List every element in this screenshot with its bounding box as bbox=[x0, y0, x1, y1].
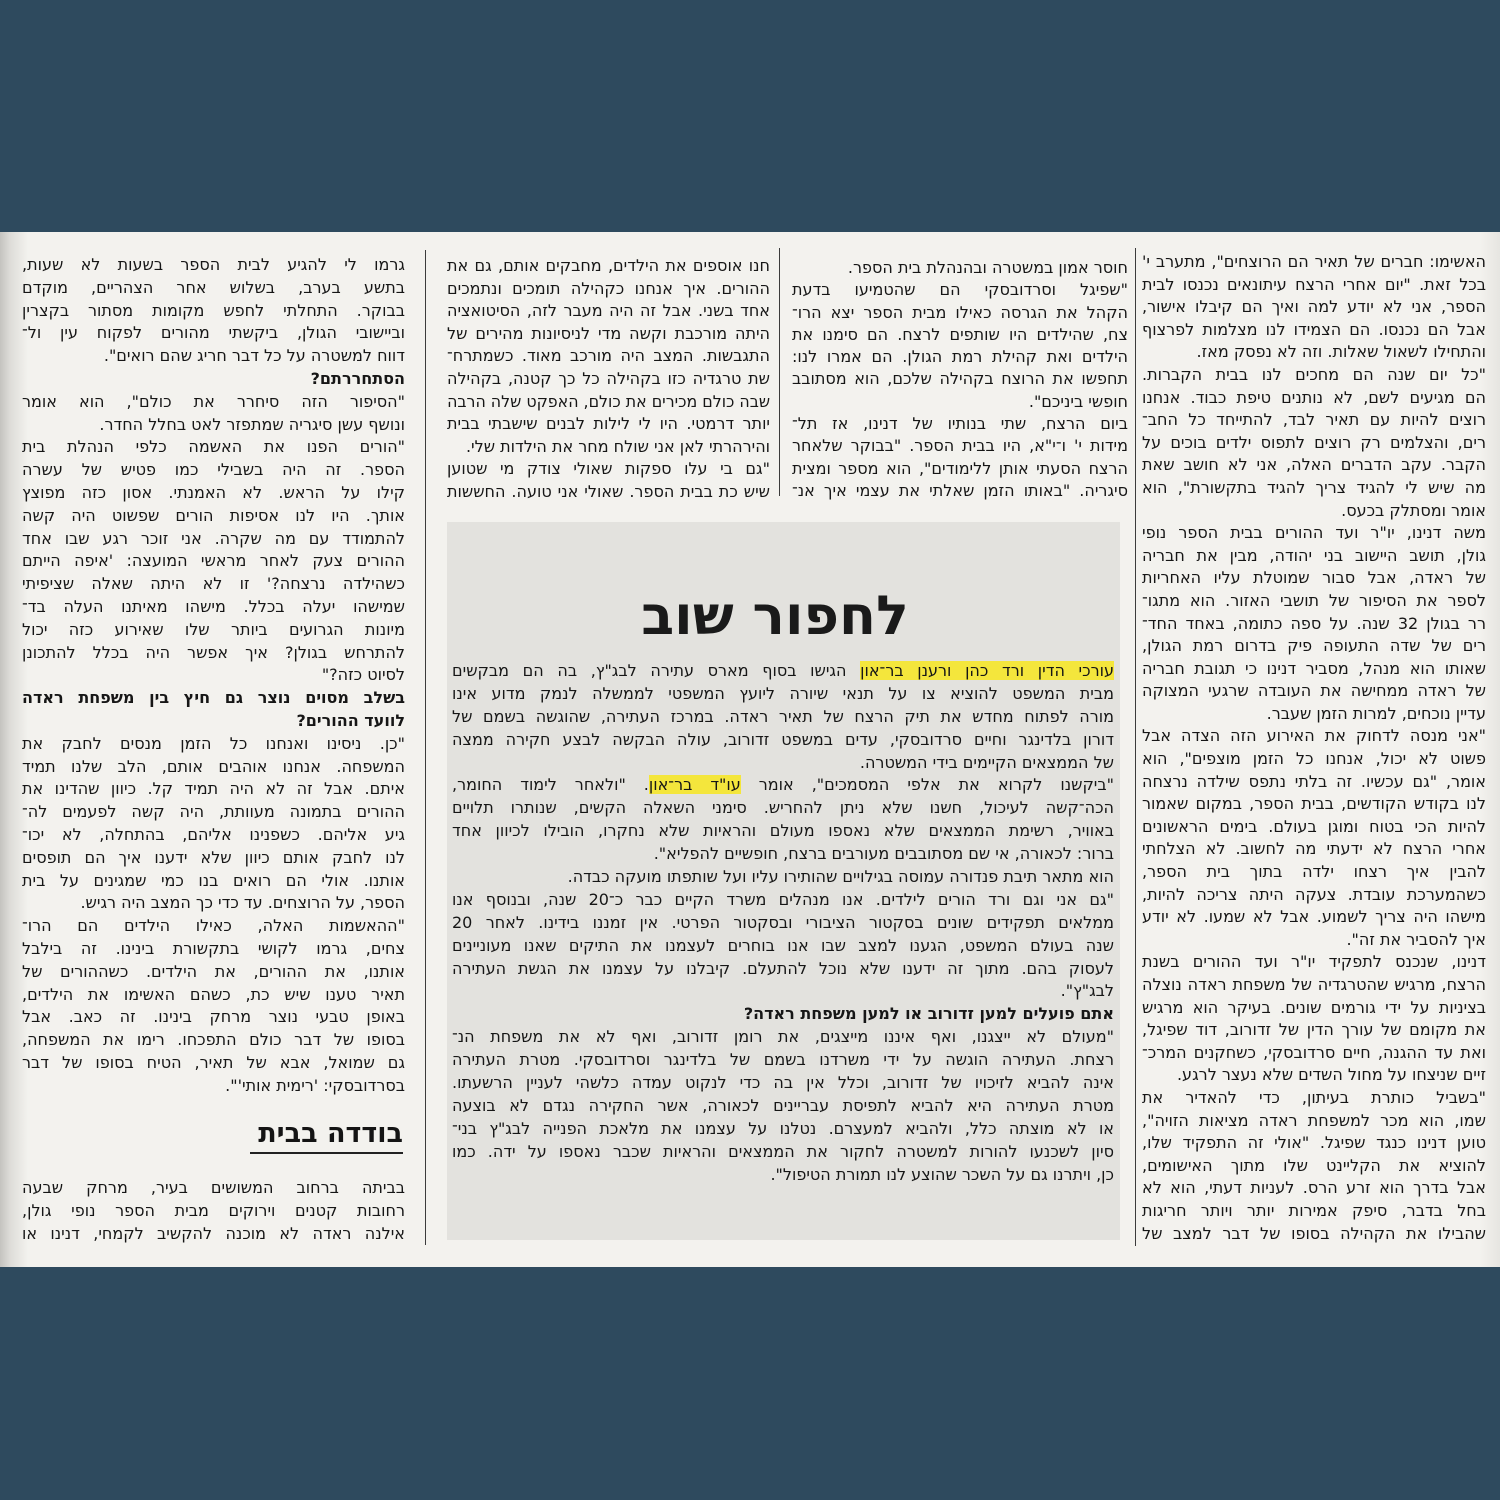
text-line: עורכי הדין ורד כהן ורענן בר־און הגישו בסוף מארס עתירה לבג"ץ, בה הם מבקשים bbox=[452, 661, 1114, 680]
text-line: גיע אליהם. כשפנינו אליהם, בהתחלה, לא יכו־ bbox=[22, 824, 405, 844]
text-line: להבין איך רצחו ילדה בתוך בית הספר, bbox=[1142, 862, 1486, 882]
text-line: חופשי ביניכם". bbox=[1028, 391, 1128, 411]
text-line: הילדים ואת קהילת רמת הגולן. הם אמרו לנו: bbox=[792, 347, 1128, 367]
sidebar-article-text bbox=[452, 660, 1114, 1186]
text-line: אותך. היו לנו אסיפות הורים שפשוט היה קשה bbox=[22, 505, 405, 525]
text-line: כשהילדה נרצחה?' זו לא היתה שאלה שציפיתי bbox=[22, 574, 405, 594]
question-line: לוועד ההורים? bbox=[296, 710, 405, 730]
text-line: והתחילו לשאול שאלות. וזה לא נפסק מאז. bbox=[1196, 342, 1486, 362]
text-line: גרמו לי להגיע לבית הספר בשעות לא שעות, bbox=[22, 255, 405, 274]
text-line: איך להסביר את זה". bbox=[1346, 929, 1486, 949]
text-line: היתה מורכבת וקשה מדי לניסיונות מהירים של bbox=[447, 323, 770, 343]
sidebar-headline-text: לחפור שוב bbox=[641, 584, 909, 647]
text-line: של ראדה ממחישה את העובדה שרגעי המצוקה bbox=[1142, 681, 1486, 701]
text-line: אילנה ראדה לא מוכנה להקשיב לקמחי, דנינו או bbox=[22, 1223, 405, 1243]
text-line: להיות הכי בטוח ומוגן בעולם. בימים הראשונים bbox=[1142, 816, 1486, 836]
text-line: גם שמואל, אבא של תאיר, הטיח בסופו של דבר bbox=[22, 1052, 405, 1072]
text-line: אחרי הרצח לא ידעתי מה לחשוב. לא הצלחתי bbox=[1142, 839, 1486, 859]
article-column-right bbox=[1142, 251, 1486, 1245]
text-line: אומר, "גם עכשיו. זה בלתי נתפס שילדה נרצחה bbox=[1142, 771, 1486, 791]
text-line: מטרת העתירה היא להביא לתפיסת עבריינים לכאורה, אשר החקירה נגדם לא בוצעה bbox=[452, 1095, 1114, 1115]
text-line: להתמודד עם מה שקרה. אני זוכר רגע שבו אחד bbox=[22, 528, 405, 548]
highlighted-text: עורכי הדין ורד כהן ורענן בר־און bbox=[860, 661, 1114, 680]
text-line: כן, ויתרנו גם על השכר שהוצע לנו תמורת הטיפול". bbox=[770, 1164, 1114, 1184]
text-line: התגבשות. המצב היה מורכב מאוד. כשמתרח־ bbox=[447, 346, 770, 366]
text-line: הם מגיעים לשם, לא נותנים טיפת כבוד. אנחנו bbox=[1142, 387, 1486, 407]
text-line: לעסוק בהם. מתוך זה ידענו שלא נוכל להתעלם. קיבלנו על עצמנו את הגשת העתירה bbox=[452, 958, 1114, 978]
text-line: ביום הרצח, שתי בנותיו של דנינו, אז תל־ bbox=[792, 414, 1128, 434]
text-line: לנו בקודש הקודשים, בבית הספר, במקום שאמור bbox=[1142, 794, 1486, 814]
text-line: להתרחש בגולן? איך אפשר היה בכלל להתכונן bbox=[22, 642, 405, 662]
text-line: באוויר, רשימת הממצאים שלא נאספו מעולם והראיות שלא נחקרו, הובילו לכיוון אחד bbox=[452, 821, 1114, 841]
text-line: דורון בלדינגר וחיים סרדובסקי, עדים במשפט זדורוב, עולה הבקשה לבצע חקירה ממצה bbox=[452, 729, 1114, 749]
text-line: שנה בעולם המשפט, הגענו למצב שבו אנו בוחרים לעצמנו את התיקים שאנו מעוניינים bbox=[452, 935, 1114, 955]
text-line: בביתה ברחוב המשושים בעיר, מרחק שבעה bbox=[22, 1178, 405, 1197]
article-column-left bbox=[22, 254, 405, 1097]
text-line: חוסר אמון במשטרה ובהנהלת בית הספר. bbox=[847, 258, 1128, 277]
text-line: אחד בשני. אבל זה היה מעבר לזה, הסיטואציה bbox=[447, 301, 770, 321]
text-line: זיים שניצחו על מחול השדים שלא נעצר לרגע. bbox=[1176, 1065, 1486, 1085]
text-line: דווח למשטרה על כל דבר חריג שהם רואים". bbox=[103, 346, 405, 366]
text-line: "ביקשנו לקרוא את אלפי המסמכים", אומר עו"ד בר־און. "ולאחר לימוד החומר, bbox=[452, 775, 1114, 795]
text-line: הוא מתאר תיבת פנדורה עמוסה בגילויים שהותירו עליו ועל שותפתו מועקה כבדה. bbox=[567, 867, 1114, 887]
text-line: הרצח הסעתי אותן ללימודים", הוא מספר ומצית bbox=[792, 458, 1128, 478]
text-line: כשהמערכת עובדת. צעקה היתה צריכה להיות, bbox=[1142, 884, 1486, 904]
text-line: "גם אני וגם ורד הורים לילדים. אנו מנהלים משרד הקיים כבר כ־20 שנה, ובנוסף אנו bbox=[452, 889, 1114, 909]
sidebar-headline bbox=[615, 582, 935, 650]
text-line: הכה־קשה לעיכול, חשנו שלא ניתן להחריש. סימני השאלה הקשים, שנותרו תלויים bbox=[452, 798, 1114, 818]
article-column-center-left bbox=[447, 255, 770, 504]
text-line: ההורים בתמונה מעוותת, היה קשה לפעמים לה־ bbox=[22, 802, 405, 822]
text-line: ברור: לכאורה, אי שם מסתובבים מעורבים ברצח, חופשיים להפליא". bbox=[653, 844, 1114, 864]
text-line: "מעולם לא ייצגנו, ואף איננו מייצגים, את רומן זדורוב, ואף לא את משפחת הנ־ bbox=[452, 1027, 1114, 1047]
text-line: או לא מוצתה כלל, ולהביא למעצרם. נטלנו על עצמנו את מלאכת הפנייה לבג"ץ בני־ bbox=[452, 1118, 1114, 1138]
highlighted-text: עו"ד בר־און bbox=[648, 775, 741, 795]
text-line: בכל זאת. "יום אחרי הרצח עיתונאים נכנסו לבית bbox=[1142, 274, 1486, 294]
text-line: הקבר. עקב הדברים האלה, אני לא חושב שאת bbox=[1142, 455, 1486, 475]
text-line: "גם בי עלו ספקות שאולי צודק מי שטוען bbox=[447, 459, 770, 479]
text-line: של ראדה, אבל סבור שמוטלת עליו האחריות bbox=[1142, 568, 1486, 588]
text-line: שמו, הוא מכר למשפחת ראדה מציאות הזויה", bbox=[1142, 1110, 1486, 1130]
text-line: בבוקר. התחלתי לחפש מקומות מסתור בקצרין bbox=[22, 300, 405, 320]
column-divider bbox=[425, 250, 426, 1245]
text-line: שהבילו את הקהילה בסופו של דבר למצב של bbox=[1142, 1223, 1486, 1243]
text-line: שאותו הוא מנהל, מסביר דנינו כי תגובת חבריה bbox=[1142, 658, 1486, 678]
text-line: ההורים. איך אנחנו כקהילה תומכים ונתמכים bbox=[447, 278, 770, 298]
text-line: "ההאשמות האלה, כאילו הילדים הם הרו־ bbox=[22, 916, 405, 936]
text-line: משה דנינו, יו"ר ועד ההורים בבית הספר נופי bbox=[1142, 523, 1486, 543]
text-line: ונושף עשן סיגריה שמתפזר לאט בחלל החדר. bbox=[99, 414, 405, 434]
text-line: רצחת. העתירה הוגשה על ידי משרדנו בשמם של בלדינגר וסרדובסקי. מטרת העתירה bbox=[452, 1050, 1114, 1070]
text-line: חנו אוספים את הילדים, מחבקים אותם, גם את bbox=[447, 256, 770, 275]
text-line: יותר דרמטי. היו לי לילות לבנים שישבתי בבית bbox=[447, 414, 770, 434]
text-line: רים של שדה התעופה פיק בדרום רמת הגולן, bbox=[1142, 636, 1486, 656]
text-line: הספר, אני לא יודע למה ואיך הם קיבלו אישור, bbox=[1142, 297, 1486, 317]
text-line: את מקומם של עורך הדין של זדורוב, דוד שפיגל, bbox=[1142, 1020, 1486, 1040]
text-line: מיונות הגרועים ביותר שלו שאירוע כזה יכול bbox=[22, 619, 405, 639]
column-divider bbox=[779, 248, 780, 496]
text-line: רחובות קטנים וירוקים מבית הספר נופי גולן, bbox=[22, 1200, 405, 1220]
text-line: מידות י' ו־י"א, היו בבית הספר. "בבוקר שלאחר bbox=[792, 436, 1128, 456]
text-line: צחים, גרמו לקושי בתקשורת בינינו. זה בילבל bbox=[22, 938, 405, 958]
text-line: מורה לפתוח מחדש את תיק הרצח של תאיר ראדה. במרכז העתירה, שהוגשה בשמם של bbox=[452, 706, 1114, 726]
text-line: באופן טבעי נוצר מרחק בינינו. זה כאב. אבל bbox=[22, 1007, 405, 1027]
text-line: "אני מנסה לדחוק את האירוע הזה הצדה אבל bbox=[1142, 726, 1486, 746]
text-line: "בשביל כותרת בעיתון, כדי להאדיר את bbox=[1142, 1087, 1486, 1107]
text-line: הקהל את הגרסה כאילו מבית הספר יצא הרו־ bbox=[792, 302, 1128, 322]
text-line: תאיר טענו שיש כת, כשהם האשימו את הילדים, bbox=[22, 984, 405, 1004]
text-line: רים, והצלמים רק רוצים לתפוס ילדים בוכים על bbox=[1142, 432, 1486, 452]
text-line: עדיין נוכחים, למרות הזמן שעבר. bbox=[1266, 703, 1486, 723]
text-line: רר בגולן 32 שנה. על ספה כתומה, באחד החד־ bbox=[1142, 613, 1486, 633]
text-line: האשימו: חברים של תאיר הם הרוצחים", מתערב י' bbox=[1142, 252, 1486, 271]
text-line: בתשע בערב, בשלוש אחר הצהריים, מוקדם bbox=[22, 277, 405, 297]
text-line: שבה כולם מכירים את כולם, האפקט שלה הרבה bbox=[447, 391, 770, 411]
text-line: בחל בדבר, סיפק אמירות יותר ויותר חריגות bbox=[1142, 1200, 1486, 1220]
text-line: שת טרגדיה כזו בקהילה כל כך קטנה, בקהילה bbox=[447, 368, 770, 388]
text-line: דנינו, שנכנס לתפקיד יו"ר ועד ההורים בשנת bbox=[1142, 952, 1486, 972]
text-line: "הסיפור הזה סיחרר את כולם", הוא אומר bbox=[22, 391, 405, 411]
text-line: תחפשו את הרוצח בקהילה שלכם, הוא מסתובב bbox=[792, 369, 1128, 389]
text-line: פשוט לא יכול, אנחנו כל הזמן מוצפים", הוא bbox=[1142, 749, 1486, 769]
text-line: צח, שהילדים היו שותפים לרצח. הם סימנו את bbox=[792, 324, 1128, 344]
text-line: ואת עד ההגנה, חיים סרדובסקי, כשחקנים המרכ־ bbox=[1142, 1042, 1486, 1062]
text-line: אומר ומסתלק בכעס. bbox=[1341, 500, 1486, 520]
text-line: המשפחה. אנחנו אוהבים אותם, הלב שלנו תמיד bbox=[22, 756, 405, 776]
text-line: הספר. זה היה בשבילי כמו פטיש של עשרה bbox=[22, 460, 405, 480]
text-line: איתם. אבל זה לא היה תמיד קל. כיוון שהדינו את bbox=[22, 779, 405, 799]
question-line: הסתחררתם? bbox=[310, 368, 405, 388]
text-line: לבג"ץ". bbox=[1060, 981, 1114, 1001]
text-line: לנו לחבק אותם כיוון שלא ידענו איך הם תופסים bbox=[22, 847, 405, 867]
text-line: וביישובי הגולן, ביקשתי מהורים לפקוח עין ול־ bbox=[22, 323, 405, 343]
text-line: "שפיגל וסרדובסקי הם שהטמיעו בדעת bbox=[792, 280, 1128, 300]
text-line: טוען דנינו כנגד שפיגל. "אולי זה התפקיד שלו, bbox=[1142, 1133, 1486, 1153]
section-header-text: בודדה בבית bbox=[258, 1118, 403, 1149]
text-line: שיש כת בבית הספר. שאולי אני טועה. החששות bbox=[447, 481, 770, 501]
section-header bbox=[250, 1116, 403, 1154]
text-line: "כן. ניסינו ואנחנו כל הזמן מנסים לחבק את bbox=[22, 733, 405, 753]
text-line: אבל הם נכנסו. הם הצמידו לנו מצלמות לפרצוף bbox=[1142, 319, 1486, 339]
text-line: סיגריה. "באותו הזמן שאלתי את עצמי איך אנ־ bbox=[792, 480, 1128, 500]
text-line: אותנו, את ההורים, את הילדים. כשההורים של bbox=[22, 961, 405, 981]
question-line: אתם פועלים למען זדורוב או למען משפחת ראדה? bbox=[743, 1004, 1114, 1024]
text-line: גולן, תושב היישוב בני יהודה, מבין את חבריה bbox=[1142, 545, 1486, 565]
text-line: להוציא את הקליינט שלו מתוך האישומים, bbox=[1142, 1155, 1486, 1175]
text-line: ממלאים תפקידים שונים בסקטור הציבורי ובסקטור הפרטי. אין זמננו בידינו. לאחר 20 bbox=[452, 912, 1114, 932]
text-line: רוצים להיות עם תאיר לבד, להתייחד כל החב־ bbox=[1142, 410, 1486, 430]
text-line: בציניות על ידי גורמים שונים. בעיקר הוא מרגיש bbox=[1142, 997, 1486, 1017]
text-line: מה שיש לי להגיד צריך להגיד בתקשורת", הוא bbox=[1142, 477, 1486, 497]
text-line: של הממצאים הקיימים בידי המשטרה. bbox=[859, 752, 1114, 772]
text-line: בסופו של דבר כולם התפכחו. רימו את המשפחה, bbox=[22, 1030, 405, 1050]
column-divider bbox=[1135, 248, 1136, 1246]
text-line: ההורים צעק לאחר מראשי המועצה: 'איפה הייתם bbox=[22, 551, 405, 571]
text-line: הרצח, מרגיש שהטרגדיה של משפחת ראדה נוצלה bbox=[1142, 975, 1486, 994]
text-line: "הורים הפנו את האשמה כלפי הנהלת בית bbox=[22, 437, 405, 457]
article-column-left-continued bbox=[22, 1177, 405, 1245]
text-line: קילו על הראש. לא האמנתי. אסון כזה מפוצץ bbox=[22, 482, 405, 502]
text-line: אינה להביא לזיכויו של זדורוב, וכלל אין בה כדי לנקוט עמדה כלשהי לעניין הרשעתו. bbox=[452, 1073, 1114, 1093]
text-line: מבית המשפט להוציא צו על תנאי שיורה ליועץ המשפטי לממשלה לנמק מדוע אינו bbox=[452, 683, 1114, 703]
text-line: סיון לשכנעו להורות למשטרה לחקור את הממצאים והראיות שכבר נאספו על ידה. כמו bbox=[452, 1141, 1114, 1161]
text-line: לספר את הסיפור של תושבי האזור. הוא מתגו־ bbox=[1142, 590, 1486, 610]
text-line: לסיוט כזה?" bbox=[321, 665, 405, 685]
text-line: הספר, על הרוצחים. עד כדי כך המצב היה רגיש. bbox=[80, 893, 405, 913]
text-line: "כל יום שנה הם מחכים לנו בבית הקברות. bbox=[1142, 364, 1486, 384]
article-column-center-right bbox=[792, 257, 1128, 502]
text-line: אבל בדרך הוא זרע הרס. לעניות דעתי, הוא לא bbox=[1142, 1178, 1486, 1198]
text-line: שמישהו יעלה בכלל. מישהו מאיתנו העלה בד־ bbox=[22, 596, 405, 616]
text-line: והירהרתי לאן אני שולח מחר את הילדות שלי. bbox=[465, 436, 770, 456]
text-line: מישהו היה צריך לשמוע. אבל לא שמעו. לא יודע bbox=[1142, 907, 1486, 927]
question-line: בשלב מסוים נוצר גם חיץ בין משפחת ראדה bbox=[22, 688, 405, 708]
text-line: בסרדובסקי: 'רימית אותי'". bbox=[225, 1075, 405, 1095]
text-line: אותנו. אולי הם רואים בנו כמי שמגינים על בית bbox=[22, 870, 405, 890]
